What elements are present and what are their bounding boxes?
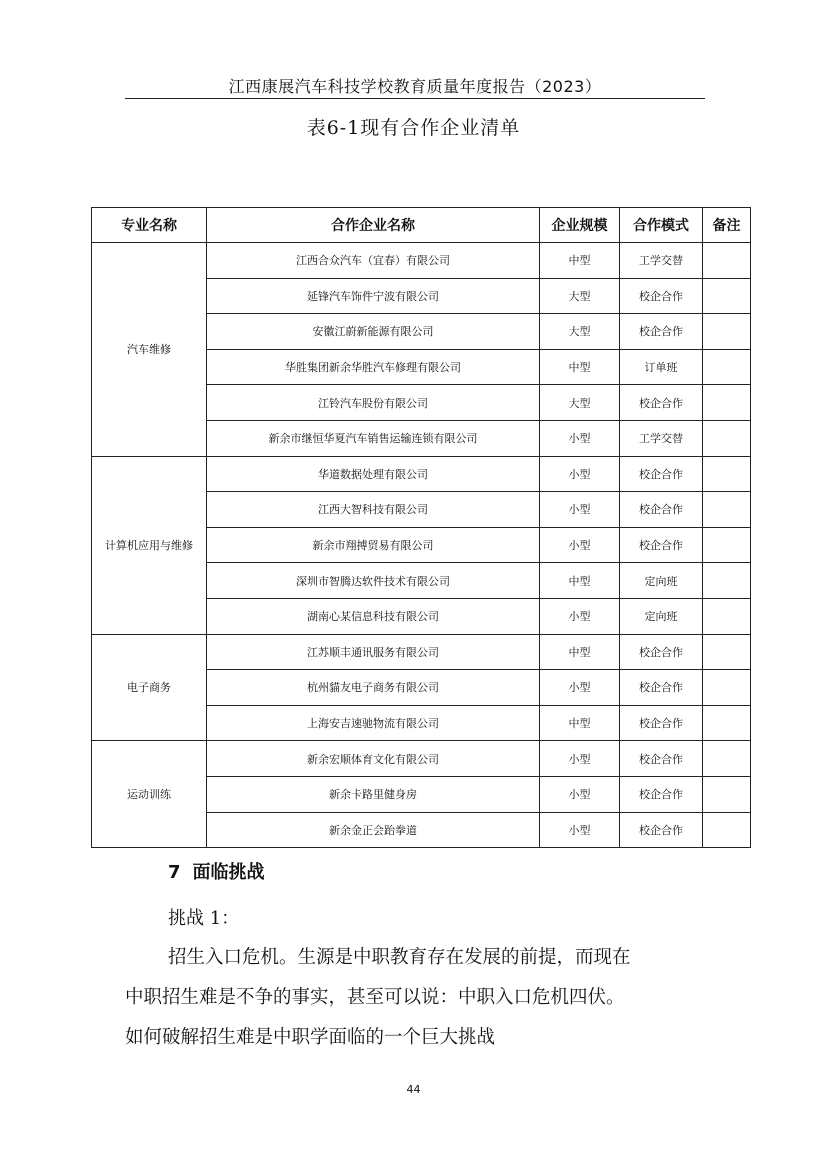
- company-cell: 安徽江蔚新能源有限公司: [207, 314, 540, 350]
- table-title: 表6-1现有合作企业清单: [306, 117, 521, 139]
- section-number: 7: [168, 862, 181, 883]
- table-row: [92, 243, 751, 279]
- column-header: 合作企业名称: [207, 208, 540, 243]
- table-row: [92, 456, 751, 492]
- mode-cell: 校企合作: [620, 385, 703, 421]
- scale-cell: 中型: [540, 634, 620, 670]
- paragraph-line: 中职招生难是不争的事实，甚至可以说：中职入口危机四伏。: [125, 987, 625, 1008]
- running-header: 江西康展汽车科技学校教育质量年度报告（2023）: [228, 77, 602, 96]
- scale-cell: 中型: [540, 349, 620, 385]
- mode-cell: 校企合作: [620, 634, 703, 670]
- mode-cell: 校企合作: [620, 314, 703, 350]
- mode-cell: 校企合作: [620, 456, 703, 492]
- note-cell: [703, 314, 751, 350]
- note-cell: [703, 776, 751, 812]
- section-title: 面临挑战: [192, 862, 265, 883]
- major-cell: 运动训练: [92, 741, 207, 848]
- paragraph-line: 招生入口危机。生源是中职教育存在发展的前提，而现在: [168, 947, 631, 968]
- company-cell: 深圳市智腾达软件技术有限公司: [207, 563, 540, 599]
- note-cell: [703, 385, 751, 421]
- column-header: 企业规模: [540, 208, 620, 243]
- scale-cell: 小型: [540, 776, 620, 812]
- scale-cell: 小型: [540, 527, 620, 563]
- scale-cell: 小型: [540, 670, 620, 706]
- company-cell: 江苏顺丰通讯服务有限公司: [207, 634, 540, 670]
- table-row: [92, 741, 751, 777]
- company-cell: 新余金正会跆拳道: [207, 812, 540, 848]
- scale-cell: 小型: [540, 812, 620, 848]
- section-heading: [168, 858, 265, 884]
- challenge-label: 挑战 1：: [168, 908, 240, 929]
- major-cell: 电子商务: [92, 634, 207, 741]
- company-cell: 杭州貓友电子商务有限公司: [207, 670, 540, 706]
- scale-cell: 小型: [540, 456, 620, 492]
- company-cell: 上海安吉速驰物流有限公司: [207, 705, 540, 741]
- note-cell: [703, 705, 751, 741]
- company-cell: 新余卡路里健身房: [207, 776, 540, 812]
- note-cell: [703, 527, 751, 563]
- note-cell: [703, 634, 751, 670]
- mode-cell: 校企合作: [620, 670, 703, 706]
- mode-cell: 定向班: [620, 598, 703, 634]
- mode-cell: 校企合作: [620, 705, 703, 741]
- page-number: 44: [406, 1083, 421, 1096]
- note-cell: [703, 243, 751, 279]
- scale-cell: 小型: [540, 420, 620, 456]
- company-cell: 江西大智科技有限公司: [207, 492, 540, 528]
- mode-cell: 校企合作: [620, 278, 703, 314]
- scale-cell: 中型: [540, 563, 620, 599]
- scale-cell: 大型: [540, 314, 620, 350]
- company-cell: 新余市继恒华夏汽车销售运输连锁有限公司: [207, 420, 540, 456]
- note-cell: [703, 492, 751, 528]
- mode-cell: 工学交替: [620, 243, 703, 279]
- company-cell: 江西合众汽车（宜春）有限公司: [207, 243, 540, 279]
- note-cell: [703, 741, 751, 777]
- scale-cell: 小型: [540, 741, 620, 777]
- company-cell: 新余宏顺体育文化有限公司: [207, 741, 540, 777]
- company-cell: 湖南心某信息科技有限公司: [207, 598, 540, 634]
- note-cell: [703, 563, 751, 599]
- table-body: [92, 243, 751, 848]
- note-cell: [703, 598, 751, 634]
- column-header: 备注: [703, 208, 751, 243]
- challenge-paragraph: [125, 938, 710, 1058]
- major-cell: 计算机应用与维修: [92, 456, 207, 634]
- note-cell: [703, 349, 751, 385]
- scale-cell: 大型: [540, 278, 620, 314]
- mode-cell: 校企合作: [620, 741, 703, 777]
- paragraph-line: 如何破解招生难是中职学面临的一个巨大挑战: [125, 1027, 496, 1048]
- mode-cell: 定向班: [620, 563, 703, 599]
- scale-cell: 小型: [540, 492, 620, 528]
- company-cell: 华胜集团新余华胜汽车修理有限公司: [207, 349, 540, 385]
- note-cell: [703, 812, 751, 848]
- table-row: [92, 634, 751, 670]
- column-header: 专业名称: [92, 208, 207, 243]
- mode-cell: 校企合作: [620, 776, 703, 812]
- table-header-row: [92, 208, 751, 243]
- note-cell: [703, 456, 751, 492]
- company-cell: 新余市翔搏贸易有限公司: [207, 527, 540, 563]
- header-rule: [125, 98, 705, 99]
- column-header: 合作模式: [620, 208, 703, 243]
- major-cell: 汽车维修: [92, 243, 207, 457]
- company-cell: 华道数据处理有限公司: [207, 456, 540, 492]
- note-cell: [703, 670, 751, 706]
- scale-cell: 大型: [540, 385, 620, 421]
- scale-cell: 中型: [540, 705, 620, 741]
- note-cell: [703, 278, 751, 314]
- mode-cell: 校企合作: [620, 527, 703, 563]
- mode-cell: 订单班: [620, 349, 703, 385]
- mode-cell: 校企合作: [620, 492, 703, 528]
- note-cell: [703, 420, 751, 456]
- company-cell: 延锋汽车饰件宁波有限公司: [207, 278, 540, 314]
- partner-companies-table: [91, 207, 751, 848]
- company-cell: 江铃汽车股份有限公司: [207, 385, 540, 421]
- scale-cell: 小型: [540, 598, 620, 634]
- mode-cell: 工学交替: [620, 420, 703, 456]
- scale-cell: 中型: [540, 243, 620, 279]
- mode-cell: 校企合作: [620, 812, 703, 848]
